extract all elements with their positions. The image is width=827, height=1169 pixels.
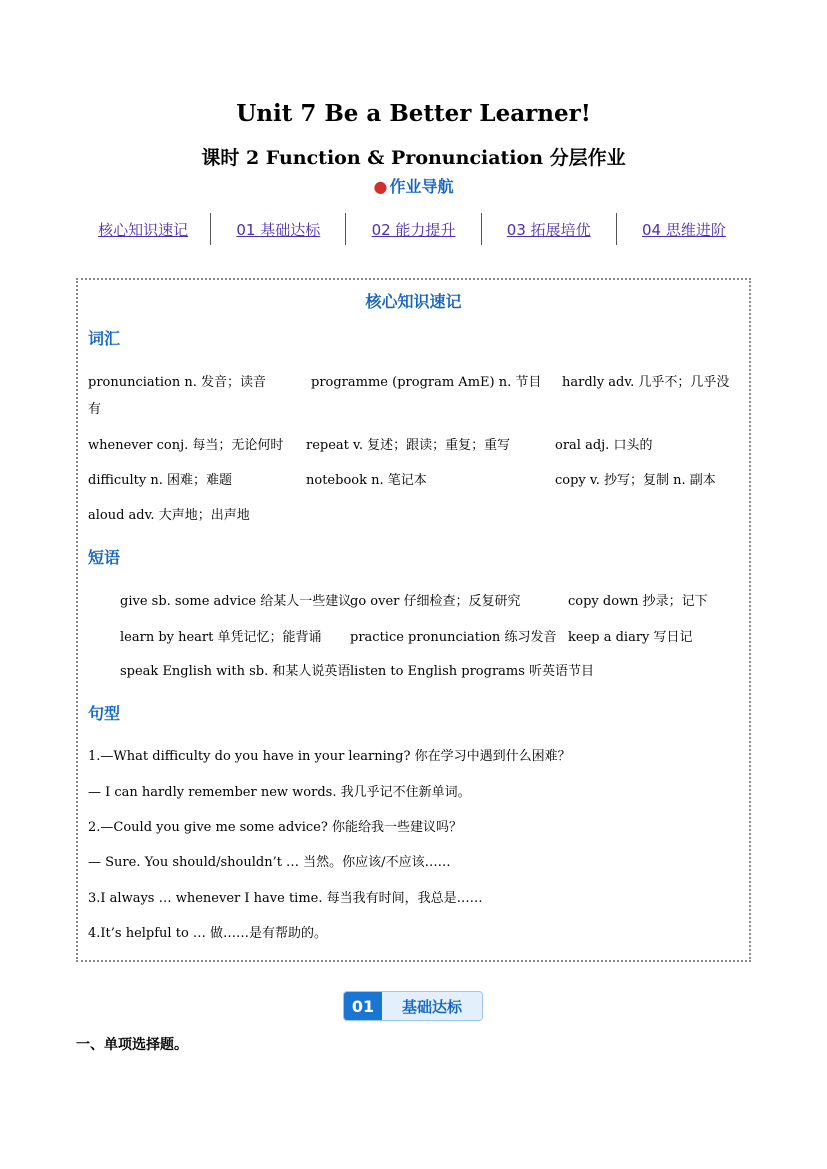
knowledge-box-title: 核心知识速记 xyxy=(365,292,462,311)
location-pin-icon: ● xyxy=(373,177,388,196)
section-nav xyxy=(76,212,751,246)
phrase-item: practice pronunciation 练习发音 xyxy=(350,630,557,645)
vocab-item: pronunciation n. 发音；读音 xyxy=(88,375,267,390)
nav-link-core-knowledge[interactable]: 核心知识速记 xyxy=(98,220,189,239)
page-subtitle: 课时 2 Function & Pronunciation 分层作业 xyxy=(201,147,626,169)
nav-heading xyxy=(0,174,827,197)
sentence-line: 2.—Could you give me some advice? 你能给我一些建议吗？ xyxy=(88,820,462,835)
vocab-item: whenever conj. 每当；无论何时 xyxy=(88,438,284,453)
nav-heading-label: 作业导航 xyxy=(389,177,454,196)
vocab-item-cont: 有 xyxy=(88,402,102,417)
sentence-line: — Sure. You should/shouldn’t … 当然。你应该/不应该…… xyxy=(88,855,451,870)
question-heading: 一、单项选择题。 xyxy=(76,1037,188,1053)
section-badge-label: 基础达标 xyxy=(382,992,482,1020)
phrase-item: speak English with sb. 和某人说英语 xyxy=(120,664,351,679)
nav-link-04[interactable]: 04 思维进阶 xyxy=(641,220,726,239)
phrase-item: listen to English programs 听英语节目 xyxy=(350,664,595,679)
phrase-item: go over 仔细检查；反复研究 xyxy=(350,594,521,609)
nav-link-03[interactable]: 03 拓展培优 xyxy=(506,220,591,239)
page-title: Unit 7 Be a Better Learner! xyxy=(236,100,591,127)
vocab-item: difficulty n. 困难；难题 xyxy=(88,473,233,488)
phrase-item: keep a diary 写日记 xyxy=(568,630,693,645)
nav-link-01[interactable]: 01 基础达标 xyxy=(236,220,321,239)
section-badge-number: 01 xyxy=(344,992,382,1020)
sentence-line: 1.—What difficulty do you have in your learning? 你在学习中遇到什么困难？ xyxy=(88,749,571,764)
phrase-item: copy down 抄录；记下 xyxy=(568,594,708,609)
vocab-item: aloud adv. 大声地；出声地 xyxy=(88,508,250,523)
sentence-line: — I can hardly remember new words. 我几乎记不住新单词。 xyxy=(88,785,471,800)
vocab-item: repeat v. 复述；跟读；重复；重写 xyxy=(306,438,511,453)
nav-link-02[interactable]: 02 能力提升 xyxy=(371,220,456,239)
phrase-item: give sb. some advice 给某人一些建议 xyxy=(120,594,352,609)
phrase-heading: 短语 xyxy=(88,548,121,567)
sentence-line: 3.I always … whenever I have time. 每当我有时间，我总是…… xyxy=(88,891,483,906)
vocab-item: copy v. 抄写；复制 n. 副本 xyxy=(555,473,716,488)
vocab-item: oral adj. 口头的 xyxy=(555,438,653,453)
section-badge-01 xyxy=(343,991,483,1021)
vocab-item: programme (program AmE) n. 节目 xyxy=(311,375,542,390)
vocab-heading: 词汇 xyxy=(88,329,121,348)
sentence-line: 4.It’s helpful to … 做……是有帮助的。 xyxy=(88,926,328,941)
phrase-item: learn by heart 单凭记忆；能背诵 xyxy=(120,630,322,645)
vocab-item: notebook n. 笔记本 xyxy=(306,473,427,488)
sentence-heading: 句型 xyxy=(88,704,121,723)
vocab-item: hardly adv. 几乎不；几乎没 xyxy=(562,375,730,390)
